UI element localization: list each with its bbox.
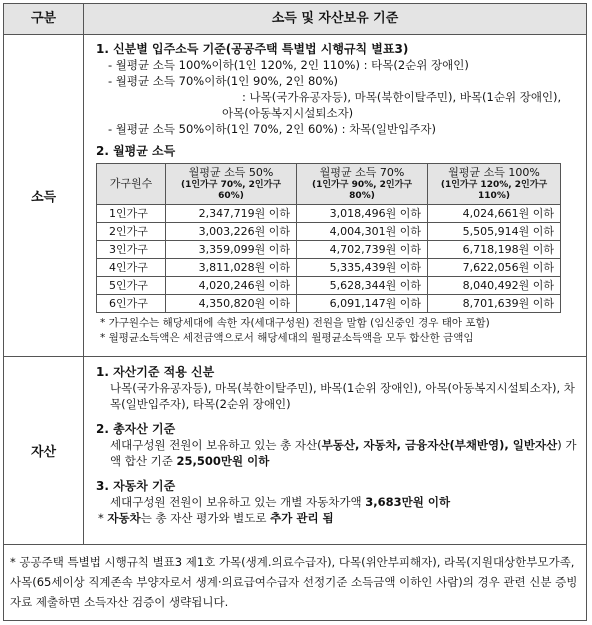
header-category: 구분 <box>4 4 84 34</box>
assets-item3-note <box>96 510 580 526</box>
table-header-row <box>97 164 561 205</box>
cell-50: 4,020,246원 이하 <box>166 277 297 295</box>
criteria-table <box>3 3 587 621</box>
cell-100: 5,505,914원 이하 <box>428 223 561 241</box>
cell-70: 3,018,496원 이하 <box>297 205 428 223</box>
cell-100: 4,024,661원 이하 <box>428 205 561 223</box>
income-section <box>4 34 586 357</box>
table-row <box>97 223 561 241</box>
assets-content <box>96 364 580 526</box>
note-d: 추가 관리 됨 <box>270 511 334 525</box>
income-note: * 월평균소득액은 세전금액으로서 해당세대의 월평균소득액을 모두 합산한 금액임 <box>100 332 474 344</box>
income-line: - 월평균 소득 70%이하(1인 90%, 2인 80%) <box>108 74 339 88</box>
cell-70: 4,702,739원 이하 <box>297 241 428 259</box>
cell-100: 8,701,639원 이하 <box>428 295 561 313</box>
row-label: 5인가구 <box>97 277 166 295</box>
table-header <box>4 4 586 35</box>
note-c: 는 총 자산 평가와 별도로 <box>140 511 271 525</box>
assets-item3-title: 3. 자동차 기준 <box>96 479 176 493</box>
cell-50: 3,003,226원 이하 <box>166 223 297 241</box>
income-table <box>96 163 561 313</box>
footnote: * 공공주택 특별법 시행규칙 별표3 제1호 가목(생계.의료수급자), 다목(위안부피해자), 라목(지원대상한부모가족, 사목(65세이상 직계존속 부양자로서 생계·의료급여수급자 선정기준 소득금액 이하인 사람)의 경우 관련 신분 증빙자료 제출하면 소득자산 검증이 생략됩니다. <box>10 555 578 609</box>
col-100pct <box>428 164 561 205</box>
cell-50: 4,350,820원 이하 <box>166 295 297 313</box>
income-content <box>96 41 580 346</box>
col-title: 월평균 소득 100% <box>448 166 540 179</box>
assets-item2-b: 부동산, 자동차, 금융자산(부채반영), 일반자산 <box>321 438 558 452</box>
cell-100: 8,040,492원 이하 <box>428 277 561 295</box>
table-row <box>97 277 561 295</box>
table-row <box>97 295 561 313</box>
assets-item1-title: 1. 자산기준 적용 신분 <box>96 365 215 379</box>
row-label: 1인가구 <box>97 205 166 223</box>
assets-item2-d: 25,500만원 이하 <box>176 454 270 468</box>
cell-70: 4,004,301원 이하 <box>297 223 428 241</box>
col-title: 월평균 소득 70% <box>319 166 405 179</box>
assets-item2-a: 세대구성원 전원이 보유하고 있는 총 자산( <box>110 438 322 452</box>
assets-item3-text <box>96 494 580 510</box>
income-item2-title: 2. 월평균 소득 <box>96 144 176 158</box>
cell-70: 5,628,344원 이하 <box>297 277 428 295</box>
row-label: 2인가구 <box>97 223 166 241</box>
income-line: : 나목(국가유공자등), 마목(북한이탈주민), 바목(1순위 장애인), <box>242 90 562 104</box>
note-star: * <box>98 511 108 525</box>
income-note: * 가구원수는 해당세대에 속한 자(세대구성원) 전원을 말함 (임신중인 경우 태아 포함) <box>100 317 490 329</box>
income-item1-title: 1. 신분별 입주소득 기준(공공주택 특별법 시행규칙 별표3) <box>96 42 409 56</box>
assets-section <box>4 356 586 545</box>
assets-item2-c: ) 가액 합산 기준 <box>110 438 577 468</box>
col-sub: (1인가구 120%, 2인가구 110%) <box>440 180 548 201</box>
cell-70: 5,335,439원 이하 <box>297 259 428 277</box>
note-b: 자동차 <box>107 511 141 525</box>
table-row <box>97 241 561 259</box>
cell-50: 3,359,099원 이하 <box>166 241 297 259</box>
assets-item2-title: 2. 총자산 기준 <box>96 422 176 436</box>
income-line: - 월평균 소득 100%이하(1인 120%, 2인 110%) : 타목(2순위 장애인) <box>108 58 469 72</box>
cell-100: 7,622,056원 이하 <box>428 259 561 277</box>
col-50pct <box>166 164 297 205</box>
col-70pct <box>297 164 428 205</box>
assets-item3-b: 3,683만원 이하 <box>365 495 451 509</box>
assets-item3-a: 세대구성원 전원이 보유하고 있는 개별 자동차가액 <box>110 495 366 509</box>
cell-70: 6,091,147원 이하 <box>297 295 428 313</box>
table-row <box>97 205 561 223</box>
col-sub: (1인가구 70%, 2인가구 60%) <box>180 180 282 201</box>
row-label: 4인가구 <box>97 259 166 277</box>
income-label: 소득 <box>4 34 84 356</box>
col-household-size: 가구원수 <box>97 164 166 205</box>
assets-item1-text: 나목(국가유공자등), 마목(북한이탈주민), 바목(1순위 장애인), 아목(아동복지시설퇴소자), 차목(일반입주자), 타목(2순위 장애인) <box>110 381 575 411</box>
row-label: 6인가구 <box>97 295 166 313</box>
header-criteria: 소득 및 자산보유 기준 <box>271 11 399 26</box>
cell-100: 6,718,198원 이하 <box>428 241 561 259</box>
col-title: 월평균 소득 50% <box>188 166 274 179</box>
cell-50: 2,347,719원 이하 <box>166 205 297 223</box>
table-row <box>97 259 561 277</box>
income-line: - 월평균 소득 50%이하(1인 70%, 2인 60%) : 차목(일반입주자) <box>108 122 436 136</box>
assets-item2-text <box>96 437 580 469</box>
row-label: 3인가구 <box>97 241 166 259</box>
col-sub: (1인가구 90%, 2인가구 80%) <box>311 180 413 201</box>
cell-50: 3,811,028원 이하 <box>166 259 297 277</box>
assets-label: 자산 <box>4 356 84 544</box>
income-line: 아목(아동복지시설퇴소자) <box>222 106 354 120</box>
